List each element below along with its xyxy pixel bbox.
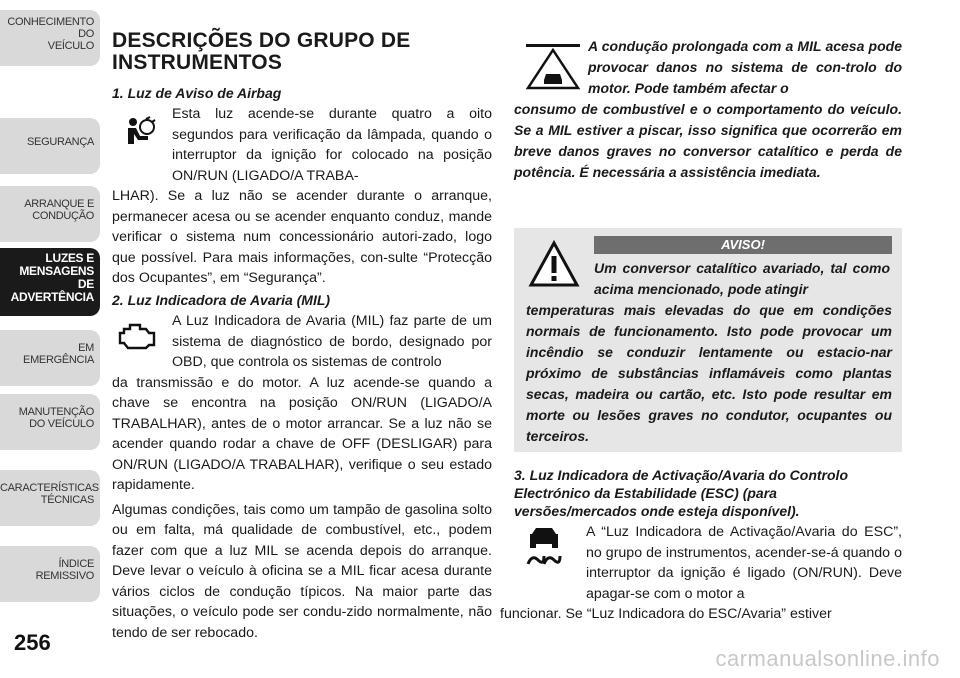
tab-caracteristicas-tecnicas[interactable]: [0, 470, 100, 526]
section-title: [112, 30, 410, 74]
caution-text: A condução prolongada com a MIL acesa pode provocar danos no sistema de con-trolo do motor. Pode também afectar o: [588, 38, 902, 96]
tab-label: CONHECIMENTO DO VEÍCULO: [7, 16, 94, 52]
caution-text: consumo de combustível e o comportamento do veículo. Se a MIL estiver a piscar, isso significa que ocorrerão em breve danos graves no conversor catalítico e perda de potência. É necessária a assistência imediata.: [514, 101, 902, 180]
page-number: 256: [14, 630, 51, 655]
item-heading: 1. Luz de Aviso de Airbag: [112, 85, 282, 101]
item-text: A “Luz Indicadora de Activação/Avaria do ESC”, no grupo de instrumentos, acender-se-á quando o interruptor da ignição é ligado (ON/RUN). Deve apagar-se com o motor a: [586, 524, 902, 602]
item-text: Esta luz acende-se durante quatro a oito segundos para verificação da lâmpada, quando o interruptor da ignição for colocado na posição ON/RUN (LIGADO/A TRABA-: [172, 106, 492, 184]
airbag-warning-icon: [122, 114, 158, 150]
watermark: carmanualsonline.info: [715, 646, 940, 671]
chapter-sidebar: [0, 0, 102, 678]
esc-skid-icon: [524, 526, 564, 568]
warning-triangle-icon: [528, 240, 580, 288]
warning-text: temperaturas mais elevadas do que em condições normais de funcionamento. Isto pode provocar um incêndio se conduzir lentamente ou estacio-nar próximo de substâncias inflamáveis como plantas secas, madeira ou cartão, etc. Isto pode resultar em morte ou lesões graves no condutor, ocupantes ou terceiros.: [526, 302, 892, 444]
tab-arranque-e-conducao[interactable]: [0, 186, 100, 242]
title-line: INSTRUMENTOS: [112, 51, 283, 74]
item-airbag: [112, 84, 492, 289]
item-text: LHAR). Se a luz não se acender durante o arranque, permanecer acesa ou se acender enquanto conduz, mande verificar o sistema num concessionário autori-zado, logo que possível. Para mais informações, con-sulte “Protecção dos Ocupantes”, em “Segurança”.: [112, 188, 492, 286]
caution-box: [514, 36, 902, 183]
tab-label: EM EMERGÊNCIA: [23, 342, 94, 366]
tab-seguranca[interactable]: [0, 118, 100, 174]
tab-manutencao-do-veiculo[interactable]: [0, 394, 100, 450]
warning-text: Um conversor catalítico avariado, tal como acima mencionado, pode atingir: [594, 260, 890, 297]
engine-check-icon: [116, 321, 158, 351]
item-mil: [112, 291, 492, 643]
warning-label: AVISO!: [594, 236, 892, 254]
item-heading: 2. Luz Indicadora de Avaria (MIL): [112, 292, 331, 308]
tab-indice-remissivo[interactable]: [0, 546, 100, 602]
title-line: DESCRIÇÕES DO GRUPO DE: [112, 29, 411, 52]
item-text: Algumas condições, tais como um tampão de gasolina solto ou em falta, má qualidade de combustível, etc., podem fazer com que a luz MIL se acenda depois do arranque. Deve levar o veículo à oficina se a MIL ficar acesa durante vários ciclos de condução típicos. Na maior parte das situações, o veículo pode ser condu-zido normalmente, não tendo de ser rebocado.: [112, 501, 492, 641]
tab-label: SEGURANÇA: [27, 136, 94, 148]
tab-em-emergencia[interactable]: [0, 330, 100, 386]
warning-box: [514, 228, 902, 452]
tab-label: CARACTERÍSTICAS TÉCNICAS: [0, 482, 99, 506]
item-heading: 3. Luz Indicadora de Activação/Avaria do Controlo Electrónico da Estabilidade (ESC) (para versões/mercados onde esteja disponível).: [514, 467, 848, 519]
tab-label: MANUTENÇÃO DO VEÍCULO: [18, 406, 94, 430]
item-text: da transmissão e do motor. A luz acende-se quando a chave se encontra na posição ON/RUN (LIGADO/A TRABALHAR), antes de o motor arrancar. Se a luz não se acender quando rodar a chave de OFF (DESLIGAR) para ON/RUN (LIGADO/A TRABALHAR), verifique o seu estado rapidamente.: [112, 374, 492, 493]
tab-label: ÍNDICE REMISSIVO: [35, 558, 94, 582]
item-esc: [500, 466, 902, 625]
tab-conhecimento-do-veiculo[interactable]: [0, 10, 100, 66]
vehicle-caution-icon: [524, 42, 582, 92]
tab-label: LUZES E MENSAGENS DE ADVERTÊNCIA: [10, 251, 94, 304]
item-text: A Luz Indicadora de Avaria (MIL) faz parte de um sistema de diagnóstico de bordo, designado por OBD, que controla os sistemas de controlo: [172, 313, 492, 370]
item-text: funcionar. Se “Luz Indicadora do ESC/Avaria” estiver: [500, 606, 832, 622]
tab-label: ARRANQUE E CONDUÇÃO: [24, 198, 94, 222]
tab-luzes-e-mensagens-de-advertencia[interactable]: [0, 248, 100, 316]
